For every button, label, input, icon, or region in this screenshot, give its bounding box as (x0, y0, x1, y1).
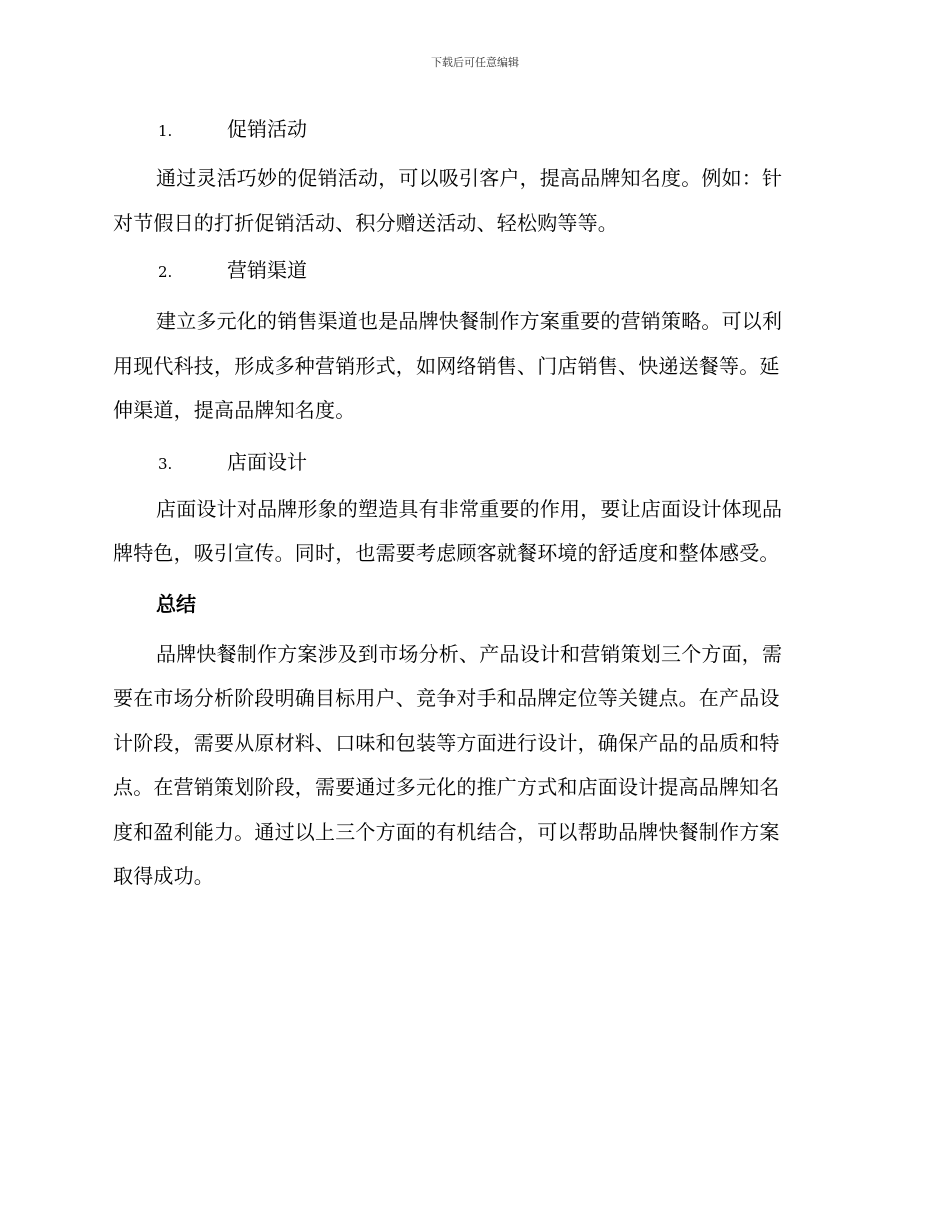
section-heading-promotions (113, 113, 835, 145)
paragraph-line: 通过灵活巧妙的促销活动，可以吸引客户，提高品牌知名度。例如：针 (156, 166, 783, 190)
summary-heading: 总结 (156, 591, 196, 616)
paragraph-line: 品牌快餐制作方案涉及到市场分析、产品设计和营销策划三个方面，需 (156, 641, 783, 666)
section-heading-store-design (113, 446, 835, 478)
paragraph-line: 用现代科技，形成多种营销形式，如网络销售、门店销售、快递送餐等。延 (113, 353, 780, 378)
paragraph-line: 取得成功。 (113, 864, 214, 888)
section-paragraph-promotions (113, 156, 835, 245)
section-heading-channels (113, 254, 835, 286)
document-body (113, 113, 835, 899)
section-paragraph-channels (113, 299, 835, 433)
section-number: 3. (158, 454, 173, 473)
paragraph-line: 计阶段，需要从原材料、口味和包装等方面进行设计，确保产品的品质和特 (113, 730, 780, 755)
paragraph-line: 要在市场分析阶段明确目标用户、竞争对手和品牌定位等关键点。在产品设 (113, 686, 780, 710)
paragraph-line: 牌特色，吸引宣传。同时，也需要考虑顾客就餐环境的舒适度和整体感受。 (113, 541, 780, 565)
paragraph-line: 度和盈利能力。通过以上三个方面的有机结合，可以帮助品牌快餐制作方案 (113, 819, 780, 844)
paragraph-line: 店面设计对品牌形象的塑造具有非常重要的作用，要让店面设计体现品 (156, 496, 783, 521)
paragraph-line: 伸渠道，提高品牌知名度。 (113, 398, 356, 422)
section-number: 2. (158, 263, 173, 281)
section-paragraph-store-design (113, 487, 835, 576)
section-number: 1. (158, 122, 173, 140)
section-title: 营销渠道 (227, 258, 307, 282)
section-title: 店面设计 (227, 449, 307, 474)
paragraph-line: 对节假日的打折促销活动、积分赠送活动、轻松购等等。 (113, 210, 618, 235)
paragraph-line: 点。在营销策划阶段，需要通过多元化的推广方式和店面设计提高品牌知名 (113, 775, 780, 799)
summary-paragraph (113, 632, 835, 899)
page-header: 下载后可任意编辑 (431, 56, 519, 69)
paragraph-line: 建立多元化的销售渠道也是品牌快餐制作方案重要的营销策略。可以利 (156, 309, 783, 333)
section-title: 促销活动 (227, 117, 307, 141)
